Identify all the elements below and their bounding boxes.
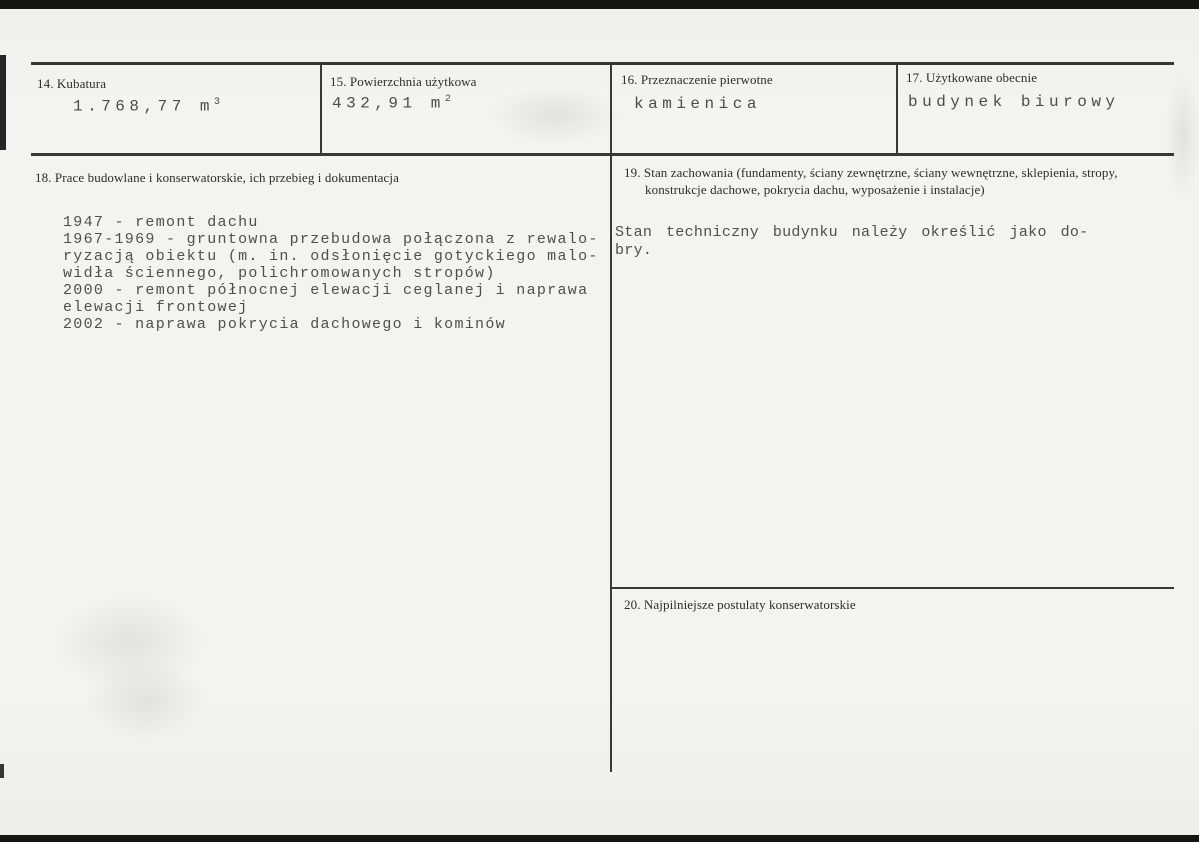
field-18-line: widła ściennego, polichromowanych stropów)	[63, 265, 496, 282]
field-18-line: 1967-1969 - gruntowna przebudowa połączona z rewalo-	[63, 231, 599, 248]
field-18-line: ryzacją obiektu (m. in. odsłonięcie gotyckiego malo-	[63, 248, 599, 265]
field-18-line: 2000 - remont północnej elewacji ceglanej i naprawa	[63, 282, 589, 299]
scan-edge-top	[0, 0, 1199, 9]
scan-edge-left-mark	[0, 764, 4, 778]
scan-smudge	[490, 85, 620, 145]
field-15-unit-superscript: 2	[444, 94, 452, 105]
divider-top-of-row-14-17	[31, 62, 1174, 65]
field-19-label-line1: 19. Stan zachowania (fundamenty, ściany zewnętrzne, ściany wewnętrzne, sklepienia, stropy,	[624, 165, 1118, 180]
field-15-label: 15. Powierzchnia użytkowa	[330, 74, 477, 89]
divider-19-20	[611, 587, 1174, 589]
field-18-line: 2002 - naprawa pokrycia dachowego i kominów	[63, 316, 506, 333]
field-14-value-text: 1.768,77 m	[73, 97, 215, 116]
field-15-value-text: 432,91 m	[332, 94, 445, 113]
field-15-powierzchnia	[330, 74, 477, 112]
scan-smudge	[85, 660, 205, 740]
divider-column-18-19	[610, 154, 612, 772]
field-14-kubatura	[37, 76, 221, 115]
scan-edge-bottom	[0, 835, 1199, 842]
field-16-value: kamienica	[634, 95, 761, 113]
field-19-typewritten-text	[615, 224, 1088, 259]
divider-15-16	[610, 62, 612, 154]
scan-edge-left	[0, 55, 6, 150]
field-14-label: 14. Kubatura	[37, 76, 107, 91]
field-15-value	[332, 94, 477, 112]
field-19-line: Stan techniczny budynku należy określić jako do-	[615, 224, 1089, 241]
field-17-uzytkowane-obecnie	[906, 70, 1120, 111]
field-19-label-line2: konstrukcje dachowe, pokrycia dachu, wyposażenie i instalacje)	[645, 182, 985, 197]
field-14-value	[73, 97, 221, 115]
field-14-unit-superscript: 3	[214, 97, 222, 108]
field-18-typewritten-text	[63, 214, 599, 333]
field-18-line: 1947 - remont dachu	[63, 214, 259, 231]
field-18-label: 18. Prace budowlane i konserwatorskie, ich przebieg i dokumentacja	[35, 170, 399, 185]
divider-14-15	[320, 62, 322, 154]
field-17-label: 17. Użytkowane obecnie	[906, 70, 1038, 85]
field-16-przeznaczenie-pierwotne	[621, 72, 773, 113]
field-17-value: budynek biurowy	[908, 93, 1120, 111]
divider-16-17	[896, 62, 898, 154]
field-20-label: 20. Najpilniejsze postulaty konserwatorskie	[624, 597, 856, 612]
field-18-line: elewacji frontowej	[63, 299, 249, 316]
field-18-prace-budowlane	[35, 170, 399, 186]
field-19-line: bry.	[615, 241, 653, 259]
divider-bottom-of-row-14-17	[31, 153, 1174, 156]
scan-smudge	[1165, 70, 1199, 200]
field-16-label: 16. Przeznaczenie pierwotne	[621, 72, 773, 87]
